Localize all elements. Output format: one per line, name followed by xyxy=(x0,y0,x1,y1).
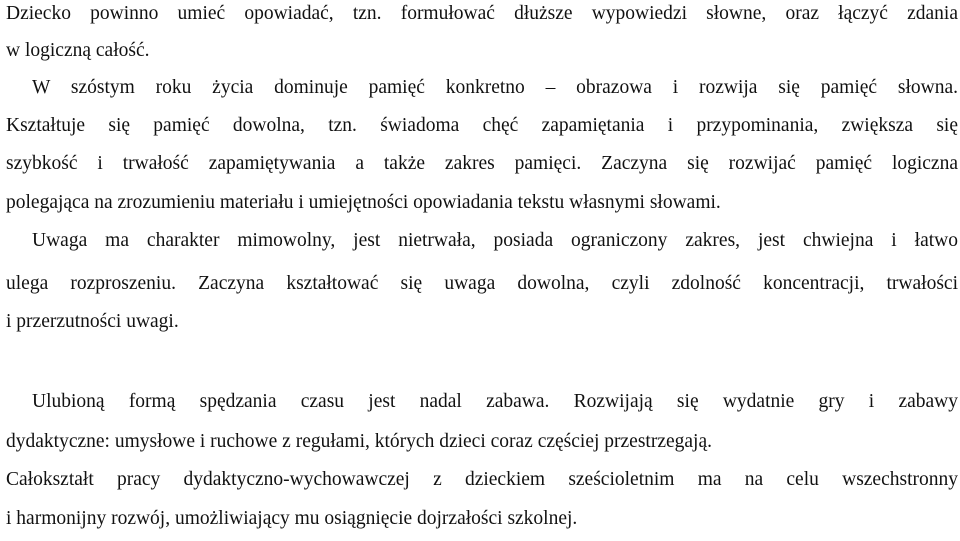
paragraph-3-line-3: i przerzutności uwagi. xyxy=(6,311,179,332)
paragraph-3-line-2: ulega rozproszeniu. Zaczyna kształtować się uwaga dowolna, czyli zdolność koncentracji, trwałości xyxy=(6,273,958,294)
paragraph-1-line-1: Dziecko powinno umieć opowiadać, tzn. formułować dłuższe wypowiedzi słowne, oraz łączyć zdania xyxy=(6,3,958,24)
paragraph-4-line-2: dydaktyczne: umysłowe i ruchowe z regułami, których dzieci coraz częściej przestrzegają. xyxy=(6,431,712,452)
paragraph-2-line-2: Kształtuje się pamięć dowolna, tzn. świadoma chęć zapamiętania i przypominania, zwiększa się xyxy=(6,115,958,136)
paragraph-5-line-1: Całokształt pracy dydaktyczno-wychowawczej z dzieckiem sześcioletnim ma na celu wszechstronny xyxy=(6,469,958,490)
paragraph-3-line-1: Uwaga ma charakter mimowolny, jest nietrwała, posiada ograniczony zakres, jest chwiejna i łatwo xyxy=(32,230,958,251)
paragraph-1-line-2: w logiczną całość. xyxy=(6,40,150,61)
paragraph-2-line-1: W szóstym roku życia dominuje pamięć konkretno – obrazowa i rozwija się pamięć słowna. xyxy=(32,77,958,98)
paragraph-2-line-3: szybkość i trwałość zapamiętywania a także zakres pamięci. Zaczyna się rozwijać pamięć logiczna xyxy=(6,153,958,174)
paragraph-2-line-4: polegająca na zrozumieniu materiału i umiejętności opowiadania tekstu własnymi słowami. xyxy=(6,192,721,213)
paragraph-4-line-1: Ulubioną formą spędzania czasu jest nadal zabawa. Rozwijają się wydatnie gry i zabawy xyxy=(32,391,958,412)
paragraph-5-line-2: i harmonijny rozwój, umożliwiający mu osiągnięcie dojrzałości szkolnej. xyxy=(6,508,578,529)
